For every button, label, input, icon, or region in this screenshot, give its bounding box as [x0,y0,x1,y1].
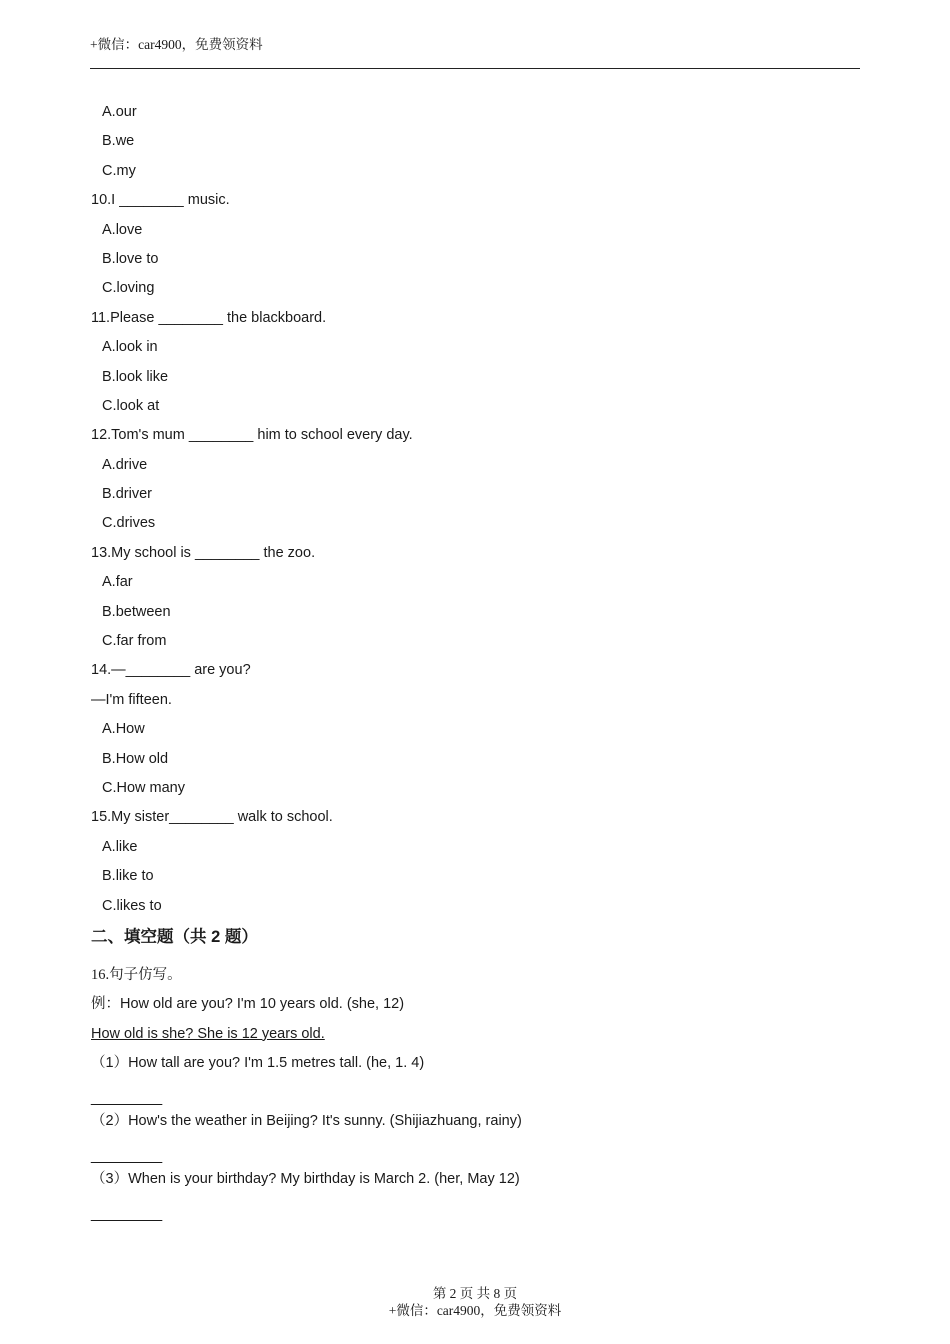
question-stem: 16.句子仿写。 [91,966,182,983]
option: C.How many [102,779,185,796]
question-stem-answer: —I'm fifteen. [91,691,172,708]
header-note: +微信：car4900，免费领资料 [90,37,263,52]
question-stem: 15.My sister________ walk to school. [91,809,333,826]
option: C.likes to [102,897,162,914]
question-stem: 12.Tom's mum ________ him to school every day. [91,427,413,444]
option: B.look like [102,368,169,385]
option: C.look at [102,397,160,414]
section-title: 二、填空题（共 2 题） [91,927,258,946]
footer-note: +微信：car4900，免费领资料 [388,1303,562,1318]
option: A.our [102,104,137,120]
option: A.look in [102,339,158,356]
page-content [91,101,861,1226]
option: C.my [102,162,136,179]
option: C.drives [102,515,156,532]
example-answer: How old is she? She is 12 years old. [91,1025,325,1042]
option: B.between [102,603,171,620]
sub-question: （3）When is your birthday? My birthday is March 2. (her, May 12) [91,1171,520,1188]
question-stem: 14.—________ are you? [91,662,251,679]
header-divider [90,68,860,69]
page-number: 第 2 页 共 8 页 [432,1286,518,1301]
question-stem: 11.Please ________ the blackboard. [91,309,327,326]
example-line: 例：How old are you? I'm 10 years old. (she, 12) [91,996,405,1013]
option: A.far [102,574,133,591]
option: A.drive [102,456,148,473]
option: B.we [102,133,135,150]
option: B.How old [102,750,169,767]
question-stem: 13.My school is ________ the zoo. [91,544,316,561]
answer-blank: ________ [91,1089,163,1107]
sub-question: （2）How's the weather in Beijing? It's sunny. (Shijiazhuang, rainy) [91,1113,522,1130]
option: A.like [102,838,138,855]
option: B.driver [102,486,152,503]
option: B.love to [102,250,159,267]
option: C.far from [102,633,167,650]
answer-blank: ________ [91,1147,163,1165]
option: C.loving [102,280,155,297]
option: A.love [102,221,143,238]
option: B.like to [102,868,154,885]
option: A.How [102,721,145,738]
question-stem: 10.I ________ music. [91,192,230,209]
answer-blank: ________ [91,1205,163,1223]
sub-question: （1）How tall are you? I'm 1.5 metres tall. (he, 1. 4) [91,1055,425,1072]
